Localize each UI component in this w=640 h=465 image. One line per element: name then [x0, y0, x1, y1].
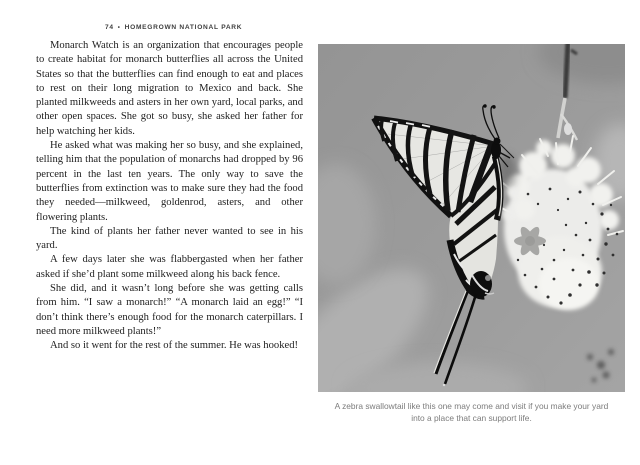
body-paragraph: Monarch Watch is an organization that encourages people to create habitat for monarch butterflies all across the United States so that the butterflies can find enough to eat and places to rest on their long migration to Mexico and back. She planted milkweeds and asters in her own yard, local parks, and other open spaces. She got so busy, she asked her father for help watching her kids. [36, 40, 303, 137]
body-paragraph: He asked what was making her so busy, and she explained, telling him that the population of monarchs had dropped by 96 percent in the last ten years. The only way to save the butterflies from extinction was to make sure they had the food they needed—milkweed, goldenrod, asters, and other flowering plants. [36, 140, 303, 223]
body-paragraph: A few days later she was flabbergasted when her father asked if she’d plant some milkweed along his back fence. [36, 254, 303, 280]
page-number: 74 [105, 24, 114, 31]
body-text-column [36, 39, 303, 354]
butterfly-photo-figure [318, 44, 625, 424]
header-separator: • [117, 24, 121, 31]
running-head [105, 24, 242, 31]
body-paragraph: And so it went for the rest of the summer. He was hooked! [50, 340, 299, 352]
photo-caption: A zebra swallowtail like this one may come and visit if you make your yard into a place that can support life. [334, 401, 609, 423]
body-paragraph: The kind of plants her father never wanted to see in his yard. [36, 225, 303, 252]
zebra-swallowtail-photo [318, 44, 625, 392]
body-paragraph: She did, and it wasn’t long before she was getting calls from him. “I saw a monarch!” “A monarch laid an egg!” “I don’t think there’s enough food for the monarch caterpillars. I need more milkweed plants!” [36, 283, 303, 337]
book-title: HOMEGROWN NATIONAL PARK [124, 24, 243, 31]
